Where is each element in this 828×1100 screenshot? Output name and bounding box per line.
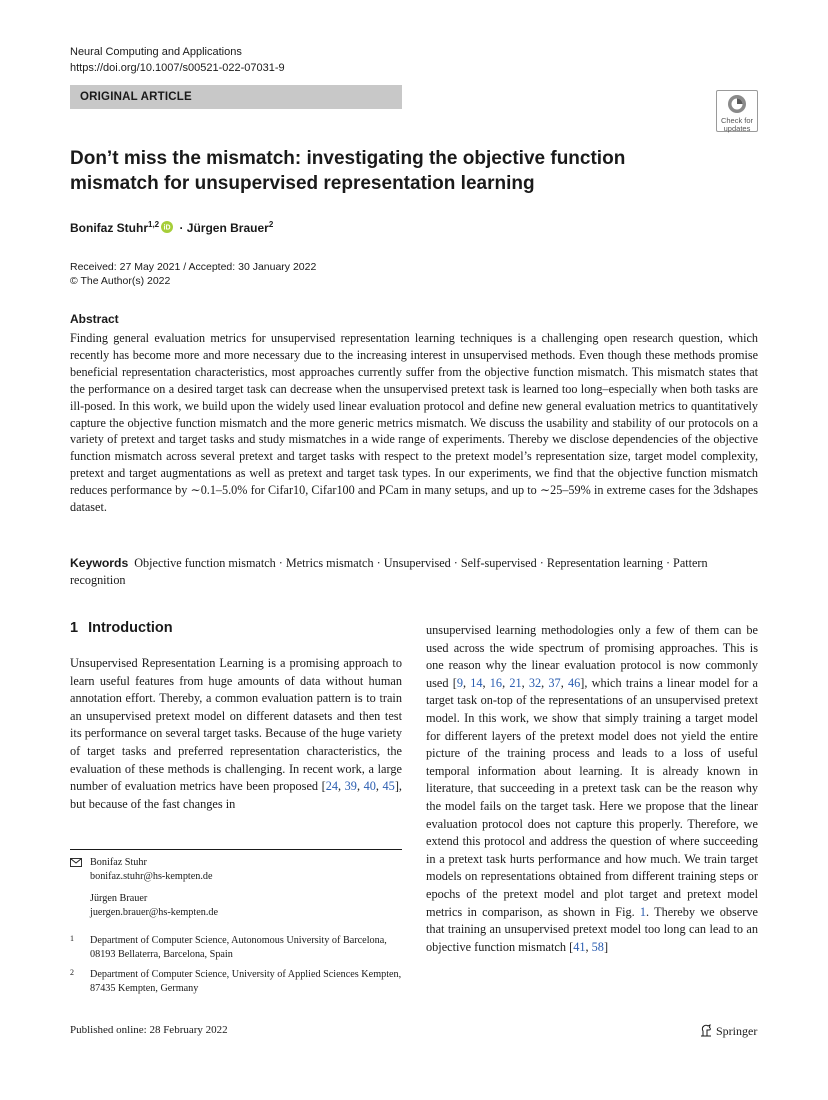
corresponding-author-footnote (70, 856, 218, 920)
orcid-icon[interactable] (161, 221, 173, 233)
received-accepted: Received: 27 May 2021 / Accepted: 30 January 2022 (70, 261, 317, 273)
affiliation-text: Department of Computer Science, Autonomous University of Barcelona, 08193 Bellaterra, Barcelona, Spain (90, 935, 387, 960)
section-title: Introduction (88, 620, 173, 636)
paragraph-text: ], which trains a linear model for a target task on-top of the representations of an unsupervised pretext model. In this work, we show that simply training a target model for different layers of the pretext model does not yield the entire picture of the training process and leads to a loss of useful temporal information about learning. It is already known in literature, that succeeding in a pretext task can be the reason why the model fails on the target task. Here we propose that the linear evaluation protocol does not capture this properly. Therefore, we extend this protocol and address the question of where succeeding in a pretext task hurts performance and how much. We train target models on representations obtained from different training steps or epochs of the pretext model and plot target and pretext model metrics in comparison, as shown in Fig. (426, 675, 758, 919)
citation-link[interactable]: 37 (548, 675, 561, 690)
abstract-text (70, 330, 758, 516)
citation-link[interactable]: 9 (456, 675, 463, 690)
citation-link[interactable]: 24 (325, 779, 339, 794)
abstract-range: ∼0.1–5.0% (190, 483, 248, 498)
title-line-1: Don’t miss the mismatch: investigating the objective function (70, 148, 626, 169)
citation-link[interactable]: 45 (382, 779, 395, 794)
check-for-updates-badge[interactable] (716, 90, 758, 132)
check-for-updates-icon (727, 94, 747, 114)
keywords (70, 555, 758, 589)
section-heading (70, 620, 173, 636)
keywords-label: Keywords (70, 556, 129, 570)
paragraph-text: ] (603, 939, 609, 954)
svg-text:iD: iD (163, 224, 171, 232)
affiliation-number: 1 (70, 934, 74, 943)
author-affiliation-sup: 1,2 (148, 220, 160, 229)
springer-horse-icon (700, 1024, 712, 1037)
doi-link[interactable]: https://doi.org/10.1007/s00521-022-07031-9 (70, 62, 285, 74)
article-title (70, 146, 690, 196)
envelope-icon (70, 858, 82, 867)
abstract-part: in extreme cases for the 3dshapes dataset. (70, 483, 758, 515)
citation-link[interactable]: 39 (344, 779, 357, 794)
article-type-bar: ORIGINAL ARTICLE (70, 85, 402, 109)
affiliation-text: Department of Computer Science, University of Applied Sciences Kempten, 87435 Kempten, Germany (90, 969, 402, 994)
author-name[interactable]: Jürgen Brauer (186, 221, 269, 235)
paragraph-text: ], but because of the fast changes in (70, 779, 402, 811)
citation-link[interactable]: 40 (363, 779, 376, 794)
citation-link[interactable]: 16 (489, 675, 503, 690)
author-list (70, 216, 273, 237)
figure-link[interactable]: 1 (639, 904, 647, 919)
paragraph-text: Unsupervised Representation Learning is a promising approach to learn useful features from huge amounts of data without human annotation effort. Thereby, a common evaluation pattern is to train an unsupervised pretext model on different datasets and then test its performance on several target tasks. Because of the huge variety of target tasks and preferred representation characteristics, the evaluation of these methods is challenging. In recent work, a large number of evaluation metrics have been proposed [ (70, 656, 402, 794)
check-updates-line2: updates (723, 124, 751, 133)
paragraph-text: . Thereby we observe that training an unsupervised pretext model too long can lead to an objective function mismatch [ (426, 904, 758, 954)
publisher-logo[interactable] (700, 1024, 757, 1039)
affiliation-2 (70, 968, 402, 996)
footnote-divider (70, 849, 402, 850)
column-left-paragraph: Unsupervised Representation Learning is a promising approach to learn useful features from huge amounts of data without human annotation effort. Thereby, a common evaluation pattern is to train an unsupervised pretext model on different datasets and then test its performance on several target tasks. Because of the huge variety of target tasks and preferred representation characteristics, the evaluation of these methods is challenging. In recent work, a large number of evaluation metrics have been proposed [24, 39, 40, 45], but because of the fast changes in (70, 656, 402, 811)
citation-link[interactable]: 41 (573, 939, 586, 954)
section-number: 1 (70, 620, 79, 636)
author-separator: · (176, 221, 187, 235)
abstract-part: for Cifar10, Cifar100 and PCam in many setups, and up to (247, 483, 540, 498)
corresponding-author-name: Bonifaz Stuhr (90, 857, 147, 868)
journal-header (70, 44, 285, 76)
coauthor-email[interactable]: juergen.brauer@hs-kempten.de (90, 907, 219, 918)
author-affiliation-sup: 2 (268, 220, 274, 229)
title-line-2: mismatch for unsupervised representation learning (70, 173, 535, 194)
check-updates-line1: Check for (720, 116, 754, 125)
citation-link[interactable]: 32 (528, 675, 542, 690)
affiliation-1 (70, 934, 402, 962)
corresponding-author-email[interactable]: bonifaz.stuhr@hs-kempten.de (90, 871, 213, 882)
coauthor-name: Jürgen Brauer (90, 893, 148, 904)
abstract-part: Finding general evaluation metrics for unsupervised representation learning techniques is a challenging open research question, which recently has become more and more necessary due to the increasing interest in unsupervised methods. Even though these methods promise beneficial representation characteristics, most approaches currently suffer from the objective function mismatch. This mismatch states that the performance on a desired target task can decrease when the unsupervised pretext task is learned too long–especially when both tasks are ill-posed. In this work, we build upon the widely used linear evaluation protocol and define new general evaluation metrics to quantitatively capture the objective function mismatch and the more generic metrics mismatch. We discuss the usability and stability of our protocols on a variety of pretext and target tasks and study mismatches in a wide range of experiments. Thereby we disclose dependencies of the objective function mismatch across several pretext and target tasks with respect to the pretext model’s representation size, target model complexity, pretext and target augmentations as well as pretext and target task types. In our experiments, we find that the objective function mismatch reduces performance by (70, 331, 758, 498)
author-name[interactable]: Bonifaz Stuhr (70, 221, 148, 235)
journal-name: Neural Computing and Applications (70, 46, 242, 58)
citation-link[interactable]: 14 (470, 675, 483, 690)
publisher-name: Springer (716, 1024, 758, 1038)
affiliation-number: 2 (70, 968, 74, 977)
keywords-text: Objective function mismatch · Metrics mismatch · Unsupervised · Self-supervised · Representation learning · Pattern recognition (70, 556, 708, 587)
column-right-paragraph: unsupervised learning methodologies only a few of them can be used across the wide spectrum of promising approaches. This is one reason why the linear evaluation protocol is now commonly used [9, 14, 16, 21, 32, 37, 46], which trains a linear model for a target task on-top of the representations of an unsupervised pretext model. In this work, we show that simply training a target model for different layers of the pretext model does not yield the entire picture of the training process and leads to a loss of useful temporal information about learning. It is already known in literature, that succeeding in a pretext task can be the reason why the model fails on the target task. Here we propose that the linear evaluation protocol does not capture this properly. Therefore, we extend this protocol and address the question of where succeeding in a pretext task hurts performance and how much. We train target models on representations obtained from different training steps or epochs of the pretext model and plot target and pretext model metrics in comparison, as shown in Fig. 1. Thereby we observe that training an unsupervised pretext model too long can lead to an objective function mismatch [41, 58] (426, 623, 758, 954)
paragraph-text: unsupervised learning methodologies only a few of them can be used across the wide spectrum of promising approaches. This is one reason why the linear evaluation protocol is now commonly used [ (426, 623, 758, 690)
copyright: © The Author(s) 2022 (70, 275, 171, 287)
citation-link[interactable]: 58 (591, 939, 604, 954)
published-online: Published online: 28 February 2022 (70, 1024, 228, 1036)
abstract-range: ∼25–59% (539, 483, 591, 498)
abstract-heading: Abstract (70, 312, 119, 326)
citation-link[interactable]: 46 (567, 675, 581, 690)
article-dates (70, 260, 316, 288)
citation-link[interactable]: 21 (509, 675, 522, 690)
